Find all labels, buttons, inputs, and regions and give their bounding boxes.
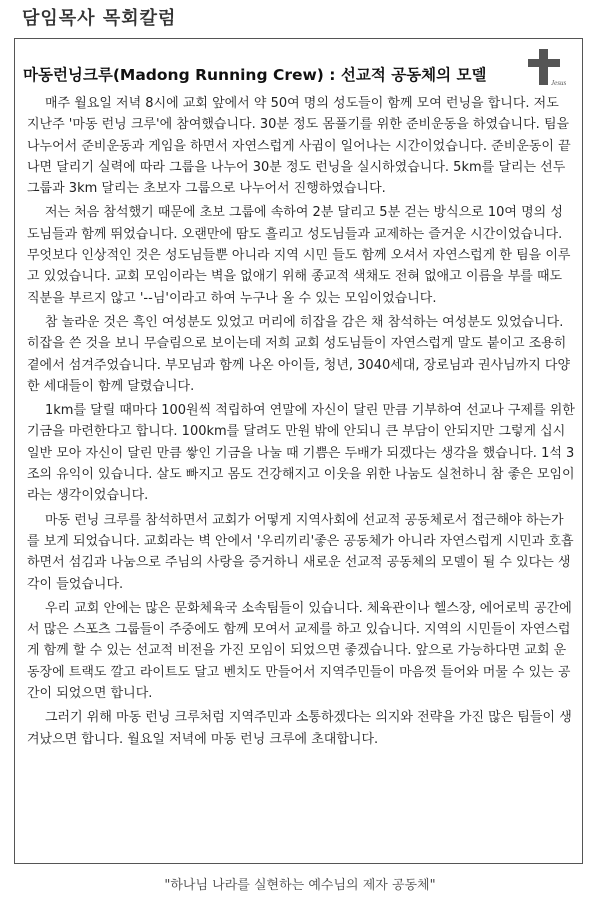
article-body [27,93,575,753]
jesus-logo-text: Jesus [551,79,567,87]
column-header [0,0,600,30]
article-paragraph: 참 놀라운 것은 흑인 여성분도 있었고 머리에 히잡을 감은 채 참석하는 여성분도 있었습니다. 히잡을 쓴 것을 보니 무슬림으로 보이는데 저희 교회 성도님들이 자연스럽게 말도 붙이고 조용히 곁에서 섬겨주었습니다. 부모님과 함께 나온 아이들, 청년, 3040세대, 장로님과 권사님까지 다양한 세대들이 함께 달렸습니다. [27,314,571,394]
article-paragraph: 우리 교회 안에는 많은 문화체육국 소속팀들이 있습니다. 체육관이나 헬스장, 에어로빅 공간에서 많은 스포츠 그룹들이 주중에도 함께 모여서 교제를 하고 있습니다. 지역의 시민들이 자연스럽게 함께 할 수 있는 선교적 비전을 가진 모임이 되었으면 좋겠습니다. 앞으로 가능하다면 교회 운동장에 트랙도 깔고 라이트도 달고 벤치도 만들어서 지역주민들이 마음껏 들어와 머물 수 있는 공간이 되었으면 합니다. [27,600,572,702]
article-paragraph: 그러기 위해 마동 런닝 크루처럼 지역주민과 소통하겠다는 의지와 전략을 가진 많은 팀들이 생겨났으면 합니다. 월요일 저녁에 마동 런닝 크루에 초대합니다. [27,710,572,747]
church-motto: "하나님 나라를 실현하는 예수님의 제자 공동체" [164,878,436,893]
article-paragraph: 마동 런닝 크루를 참석하면서 교회가 어떻게 지역사회에 선교적 공동체로서 접근해야 하는가를 보게 되었습니다. 교회라는 벽 안에서 '우리끼리'좋은 공동체가 아니라 자연스럽게 시민과 호흡하면서 섬김과 나눔으로 주님의 사랑을 증거하니 새로운 선교적 공동체의 모델이 될 수 있다는 생각이 들었습니다. [27,512,574,592]
article-paragraph: 1km를 달릴 때마다 100원씩 적립하여 연말에 자신이 달린 만큼 기부하여 선교나 구제를 위한 기금을 마련한다고 합니다. 100km를 달려도 만원 밖에 안되니 큰 부담이 안되지만 그렇게 십시일반 모아 자신이 달린 만큼 쌓인 기금을 나눌 때 기쁨은 두배가 되겠다는 생각을 했습니다. 1석 3조의 유익이 있습니다. 살도 빠지고 몸도 건강해지고 이웃을 위한 나눔도 실천하니 참 좋은 모임이라는 생각이었습니다. [27,403,575,504]
article-paragraph: 저는 처음 참석했기 때문에 초보 그룹에 속하여 2분 달리고 5분 걷는 방식으로 10여 명의 성도님들과 함께 뛰었습니다. 오랜만에 땀도 흘리고 성도님들과 교제하는 즐거운 시간이었습니다. 무엇보다 인상적인 것은 성도님들뿐 아니라 지역 시민 들도 함께 오셔서 자연스럽게 한 팀을 이루고 있었습니다. 교회 모임이라는 벽을 없애기 위해 종교적 색채도 전혀 없애고 이름을 부를 때도 직분을 부르지 않고 '--님'이라고 하여 누구나 올 수 있는 모임이었습니다. [27,205,571,306]
column-box [14,38,583,864]
article-title: 마동런닝크루(Madong Running Crew) : 선교적 공동체의 모델 [23,66,487,84]
jesus-cross-icon [525,47,567,89]
column-header-title: 담임목사 목회칼럼 [22,8,177,29]
article-paragraph: 매주 월요일 저녁 8시에 교회 앞에서 약 50여 명의 성도들이 함께 모여 런닝을 합니다. 저도 지난주 '마동 런닝 크루'에 참여했습니다. 30분 정도 몸풀기를 위한 준비운동을 하였습니다. 팀을 나누어서 준비운동과 게임을 하면서 자연스럽게 사귐이 일어나는 시간이었습니다. 준비운동이 끝나면 달리기 실력에 따라 그룹을 나누어 30분 정도 런닝을 실시하였습니다. 5km를 달리는 선두 그룹과 3km 달리는 초보자 그룹으로 나누어서 진행하였습니다. [27,96,571,197]
